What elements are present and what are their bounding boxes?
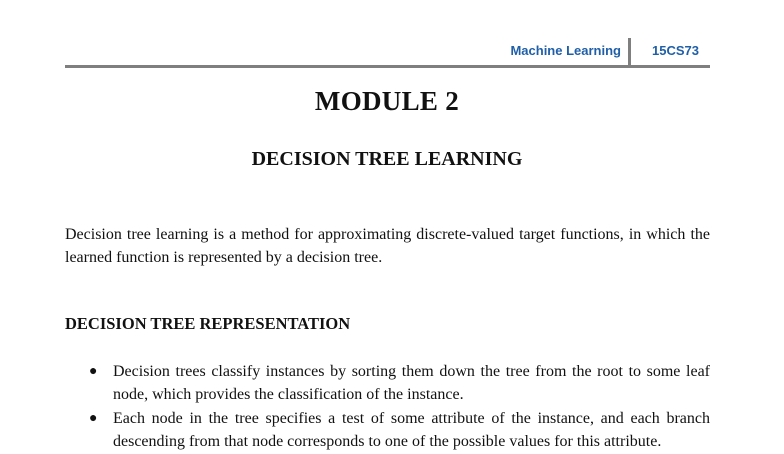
- intro-paragraph: Decision tree learning is a method for approximating discrete-valued target functions, in which the learned function is represented by a decision tree.: [65, 226, 710, 266]
- bullet-icon: ●: [89, 364, 98, 379]
- bullet-list: [65, 360, 710, 454]
- list-item: [65, 407, 710, 453]
- bullet-text: Decision trees classify instances by sorting them down the tree from the root to some leaf node, which provides the classification of the instance.: [113, 363, 710, 403]
- list-item: [65, 360, 710, 406]
- header-course-code: 15CS73: [652, 43, 699, 58]
- bullet-text: Each node in the tree specifies a test of some attribute of the instance, and each branch descending from that node corresponds to one of the possible values for this attribute.: [113, 410, 710, 450]
- chapter-title: DECISION TREE LEARNING: [251, 148, 523, 170]
- header-course-title: Machine Learning: [510, 43, 621, 58]
- module-title: MODULE 2: [314, 86, 460, 116]
- page-header: [65, 38, 709, 66]
- header-rule: [65, 65, 710, 68]
- section-heading: DECISION TREE REPRESENTATION: [65, 314, 351, 333]
- bullet-icon: ●: [89, 411, 98, 426]
- header-divider: [628, 38, 631, 66]
